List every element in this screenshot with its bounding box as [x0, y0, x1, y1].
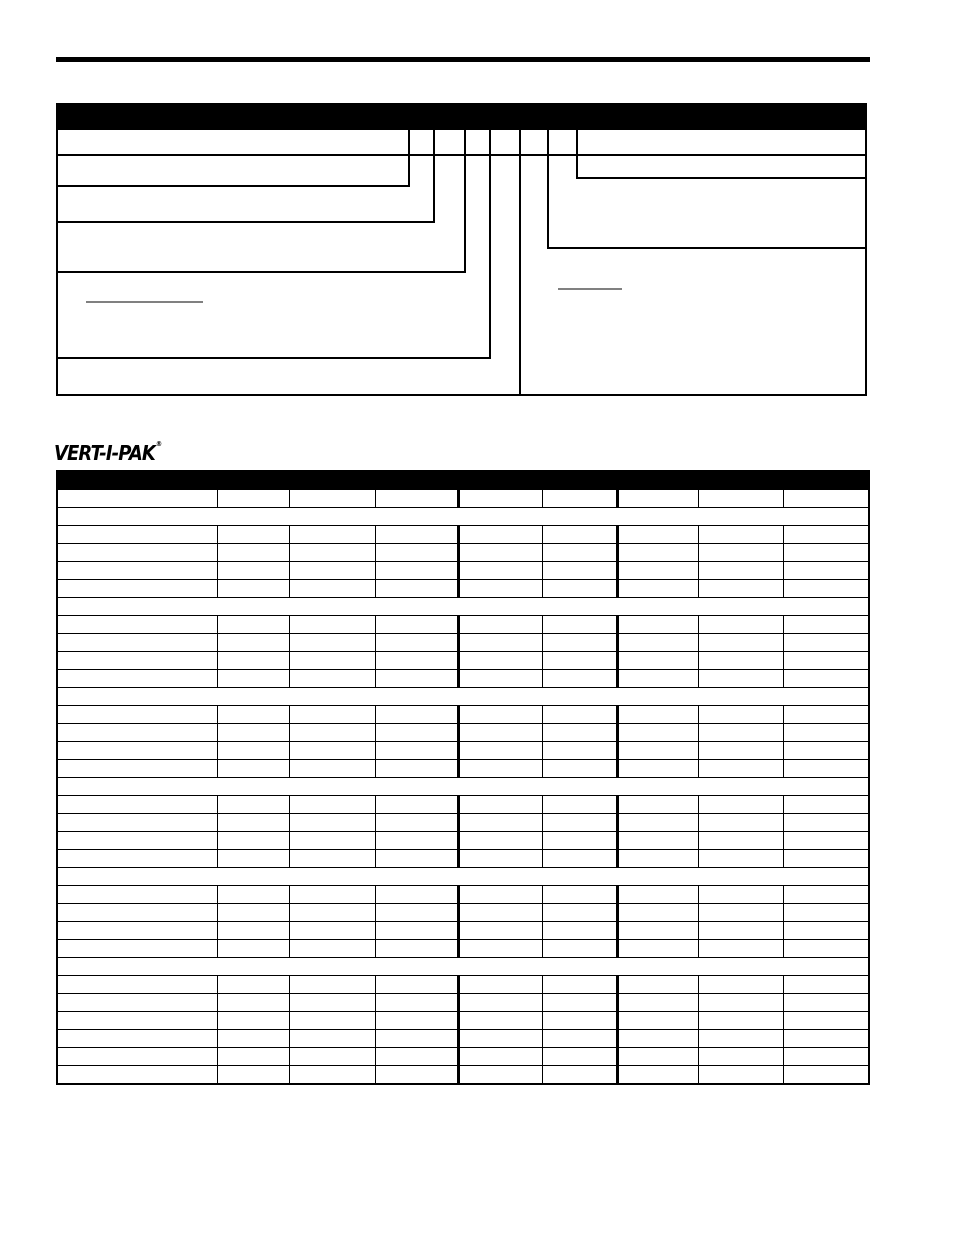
table-cell: [698, 760, 783, 778]
table-cell: [375, 796, 458, 814]
table-cell: [542, 706, 617, 724]
table-cell: [458, 562, 542, 580]
table-cell: [698, 886, 783, 904]
table-row: [57, 562, 869, 580]
table-cell: [783, 1048, 869, 1066]
table-cell: [698, 904, 783, 922]
table-cell: [375, 1030, 458, 1048]
table-cell: [57, 832, 217, 850]
table-cell: [698, 706, 783, 724]
table-cell: [375, 616, 458, 634]
table-cell: [698, 544, 783, 562]
table-row: [57, 1066, 869, 1085]
table-cell: [617, 616, 698, 634]
leader-line-2: [57, 155, 434, 222]
table-cell: [783, 850, 869, 868]
table-cell: [375, 544, 458, 562]
table-cell: [289, 994, 375, 1012]
table-cell: [458, 760, 542, 778]
table-row: [57, 634, 869, 652]
table-cell: [375, 724, 458, 742]
table-cell: [783, 1030, 869, 1048]
table-cell: [375, 1048, 458, 1066]
table-cell: [289, 670, 375, 688]
table-cell: [289, 1066, 375, 1085]
table-cell: [458, 1012, 542, 1030]
table-cell: [217, 544, 289, 562]
table-cell: [217, 724, 289, 742]
table-cell: [617, 796, 698, 814]
table-cell: [783, 562, 869, 580]
table-cell: [698, 976, 783, 994]
table-cell: [217, 1048, 289, 1066]
table-cell: [289, 616, 375, 634]
table-row: [57, 670, 869, 688]
table-cell: [289, 1048, 375, 1066]
table-cell: [57, 976, 217, 994]
table-cell: [458, 724, 542, 742]
table-cell: [217, 490, 289, 508]
table-cell: [375, 670, 458, 688]
table-cell: [289, 832, 375, 850]
table-cell: [289, 562, 375, 580]
table-cell: [217, 886, 289, 904]
table-cell: [458, 922, 542, 940]
table-cell: [783, 706, 869, 724]
table-cell: [783, 616, 869, 634]
table-cell: [458, 616, 542, 634]
table-cell: [542, 976, 617, 994]
table-cell: [542, 796, 617, 814]
table-cell: [783, 652, 869, 670]
table-cell: [289, 652, 375, 670]
table-cell: [57, 742, 217, 760]
table-cell: [375, 814, 458, 832]
table-cell: [542, 544, 617, 562]
table-row: [57, 706, 869, 724]
section-heading: [57, 958, 869, 976]
table-cell: [698, 562, 783, 580]
table-cell: [289, 940, 375, 958]
table-cell: [375, 904, 458, 922]
table-cell: [617, 544, 698, 562]
section-heading-row: [57, 868, 869, 886]
table-row: [57, 544, 869, 562]
table-cell: [57, 1048, 217, 1066]
trademark-symbol: ®: [155, 440, 162, 448]
table-cell: [289, 490, 375, 508]
table-cell: [375, 706, 458, 724]
table-cell: [458, 832, 542, 850]
table-cell: [617, 724, 698, 742]
table-cell: [783, 832, 869, 850]
table-cell: [783, 742, 869, 760]
table-cell: [57, 652, 217, 670]
table-cell: [375, 976, 458, 994]
table-cell: [375, 562, 458, 580]
table-row: [57, 832, 869, 850]
table-cell: [783, 526, 869, 544]
table-cell: [542, 1048, 617, 1066]
table-cell: [783, 886, 869, 904]
table-cell: [458, 634, 542, 652]
table-cell: [375, 526, 458, 544]
table-cell: [617, 760, 698, 778]
table-cell: [375, 634, 458, 652]
table-cell: [783, 1012, 869, 1030]
table-cell: [617, 832, 698, 850]
table-cell: [698, 850, 783, 868]
table-cell: [217, 670, 289, 688]
table-cell: [289, 742, 375, 760]
table-cell: [57, 922, 217, 940]
table-cell: [57, 724, 217, 742]
section-heading-row: [57, 778, 869, 796]
table-cell: [217, 1066, 289, 1085]
leader-line-1: [57, 155, 409, 186]
table-cell: [57, 580, 217, 598]
table-cell: [542, 526, 617, 544]
section-heading: [57, 508, 869, 526]
table-row: [57, 652, 869, 670]
table-cell: [698, 670, 783, 688]
leader-line-6: [548, 155, 866, 248]
table-row: [57, 1012, 869, 1030]
table-cell: [617, 994, 698, 1012]
table-cell: [289, 814, 375, 832]
table-cell: [375, 832, 458, 850]
table-cell: [458, 742, 542, 760]
table-cell: [698, 814, 783, 832]
table-cell: [542, 616, 617, 634]
table-cell: [57, 814, 217, 832]
table-cell: [458, 886, 542, 904]
table-cell: [542, 850, 617, 868]
table-cell: [542, 922, 617, 940]
table-cell: [542, 490, 617, 508]
table-cell: [57, 1066, 217, 1085]
table-cell: [617, 562, 698, 580]
table-cell: [617, 490, 698, 508]
table-cell: [217, 634, 289, 652]
table-cell: [217, 994, 289, 1012]
spec-table-header-bar: [56, 470, 870, 489]
table-cell: [542, 886, 617, 904]
table-row: [57, 1030, 869, 1048]
leader-line-5: [577, 155, 866, 178]
table-cell: [542, 832, 617, 850]
table-cell: [617, 580, 698, 598]
table-cell: [617, 886, 698, 904]
specifications-table: [56, 470, 870, 1085]
table-cell: [57, 904, 217, 922]
table-cell: [217, 832, 289, 850]
table-cell: [57, 670, 217, 688]
table-cell: [289, 760, 375, 778]
table-cell: [217, 1030, 289, 1048]
table-cell: [698, 922, 783, 940]
column-header-row: [57, 490, 869, 508]
table-cell: [458, 526, 542, 544]
table-cell: [542, 1066, 617, 1085]
spec-table-grid: [56, 489, 870, 1085]
table-cell: [617, 742, 698, 760]
table-cell: [783, 814, 869, 832]
table-cell: [698, 742, 783, 760]
table-cell: [57, 850, 217, 868]
table-cell: [542, 670, 617, 688]
table-cell: [217, 976, 289, 994]
section-heading: [57, 868, 869, 886]
table-cell: [698, 1030, 783, 1048]
table-cell: [698, 526, 783, 544]
table-cell: [217, 562, 289, 580]
table-cell: [289, 886, 375, 904]
table-cell: [217, 580, 289, 598]
table-cell: [375, 580, 458, 598]
table-cell: [57, 616, 217, 634]
table-cell: [542, 760, 617, 778]
table-cell: [698, 832, 783, 850]
table-cell: [542, 562, 617, 580]
table-cell: [289, 580, 375, 598]
table-row: [57, 796, 869, 814]
table-cell: [289, 526, 375, 544]
table-cell: [458, 1066, 542, 1085]
table-cell: [458, 580, 542, 598]
leader-line-3: [57, 155, 465, 272]
table-cell: [57, 1012, 217, 1030]
table-cell: [57, 940, 217, 958]
table-row: [57, 886, 869, 904]
table-cell: [783, 940, 869, 958]
table-cell: [217, 796, 289, 814]
table-cell: [375, 490, 458, 508]
table-cell: [698, 616, 783, 634]
table-cell: [458, 1030, 542, 1048]
table-cell: [375, 1066, 458, 1085]
table-cell: [57, 634, 217, 652]
table-cell: [617, 922, 698, 940]
table-cell: [542, 1030, 617, 1048]
table-cell: [458, 940, 542, 958]
table-cell: [542, 742, 617, 760]
vert-i-pak-logo: [54, 440, 174, 466]
table-cell: [375, 850, 458, 868]
table-cell: [375, 922, 458, 940]
table-cell: [57, 706, 217, 724]
table-cell: [783, 670, 869, 688]
table-cell: [289, 1030, 375, 1048]
table-cell: [458, 652, 542, 670]
table-cell: [217, 526, 289, 544]
table-cell: [217, 706, 289, 724]
table-cell: [698, 1066, 783, 1085]
table-cell: [617, 976, 698, 994]
table-cell: [783, 580, 869, 598]
table-cell: [458, 850, 542, 868]
table-cell: [57, 796, 217, 814]
table-cell: [57, 994, 217, 1012]
table-row: [57, 526, 869, 544]
table-cell: [57, 886, 217, 904]
table-cell: [289, 634, 375, 652]
table-cell: [375, 994, 458, 1012]
table-row: [57, 814, 869, 832]
table-cell: [217, 742, 289, 760]
table-row: [57, 994, 869, 1012]
table-cell: [617, 940, 698, 958]
table-cell: [289, 1012, 375, 1030]
table-row: [57, 940, 869, 958]
table-cell: [783, 796, 869, 814]
table-cell: [698, 994, 783, 1012]
table-cell: [289, 544, 375, 562]
table-cell: [217, 652, 289, 670]
table-cell: [542, 580, 617, 598]
table-row: [57, 904, 869, 922]
table-cell: [57, 490, 217, 508]
nomenclature-lines: [0, 0, 954, 420]
table-cell: [289, 724, 375, 742]
table-cell: [617, 1030, 698, 1048]
table-cell: [57, 1030, 217, 1048]
table-cell: [698, 1012, 783, 1030]
table-cell: [375, 886, 458, 904]
table-cell: [217, 1012, 289, 1030]
table-cell: [698, 580, 783, 598]
table-cell: [542, 724, 617, 742]
table-cell: [542, 652, 617, 670]
table-cell: [217, 904, 289, 922]
table-cell: [458, 904, 542, 922]
table-cell: [458, 706, 542, 724]
section-heading-row: [57, 688, 869, 706]
logo-wordmark: VERT-I-PAK: [54, 441, 155, 465]
table-cell: [617, 850, 698, 868]
table-cell: [458, 490, 542, 508]
table-cell: [217, 940, 289, 958]
table-row: [57, 1048, 869, 1066]
table-cell: [783, 994, 869, 1012]
table-cell: [57, 526, 217, 544]
table-cell: [617, 670, 698, 688]
table-cell: [698, 652, 783, 670]
table-cell: [542, 940, 617, 958]
table-cell: [289, 706, 375, 724]
table-cell: [542, 904, 617, 922]
table-cell: [375, 1012, 458, 1030]
table-cell: [617, 1012, 698, 1030]
table-cell: [458, 796, 542, 814]
table-cell: [458, 544, 542, 562]
section-heading: [57, 598, 869, 616]
table-cell: [458, 994, 542, 1012]
table-cell: [289, 796, 375, 814]
table-row: [57, 742, 869, 760]
table-cell: [783, 490, 869, 508]
table-cell: [783, 922, 869, 940]
table-cell: [57, 544, 217, 562]
table-cell: [698, 490, 783, 508]
table-cell: [542, 1012, 617, 1030]
table-cell: [289, 976, 375, 994]
table-cell: [617, 526, 698, 544]
table-cell: [217, 616, 289, 634]
table-cell: [217, 922, 289, 940]
table-cell: [617, 706, 698, 724]
table-cell: [542, 994, 617, 1012]
table-row: [57, 760, 869, 778]
table-cell: [783, 724, 869, 742]
section-heading: [57, 778, 869, 796]
table-cell: [617, 652, 698, 670]
table-cell: [783, 976, 869, 994]
table-cell: [57, 562, 217, 580]
table-cell: [289, 850, 375, 868]
table-cell: [458, 670, 542, 688]
table-cell: [617, 634, 698, 652]
table-row: [57, 580, 869, 598]
table-cell: [217, 850, 289, 868]
table-cell: [783, 634, 869, 652]
table-cell: [458, 976, 542, 994]
section-heading-row: [57, 958, 869, 976]
table-cell: [617, 1066, 698, 1085]
section-heading-row: [57, 598, 869, 616]
table-cell: [617, 1048, 698, 1066]
table-cell: [783, 1066, 869, 1085]
table-cell: [217, 814, 289, 832]
table-cell: [617, 814, 698, 832]
table-cell: [617, 904, 698, 922]
table-cell: [698, 634, 783, 652]
table-cell: [289, 922, 375, 940]
table-cell: [375, 742, 458, 760]
table-cell: [698, 724, 783, 742]
table-row: [57, 724, 869, 742]
table-cell: [375, 940, 458, 958]
table-cell: [458, 814, 542, 832]
table-cell: [289, 904, 375, 922]
table-row: [57, 976, 869, 994]
table-cell: [217, 760, 289, 778]
table-cell: [698, 1048, 783, 1066]
table-cell: [458, 1048, 542, 1066]
table-cell: [783, 904, 869, 922]
table-cell: [375, 652, 458, 670]
table-cell: [57, 760, 217, 778]
table-row: [57, 850, 869, 868]
table-cell: [698, 940, 783, 958]
table-cell: [783, 544, 869, 562]
table-row: [57, 922, 869, 940]
table-cell: [375, 760, 458, 778]
table-cell: [698, 796, 783, 814]
table-cell: [542, 634, 617, 652]
table-cell: [542, 814, 617, 832]
table-row: [57, 616, 869, 634]
section-heading: [57, 688, 869, 706]
section-heading-row: [57, 508, 869, 526]
table-cell: [783, 760, 869, 778]
